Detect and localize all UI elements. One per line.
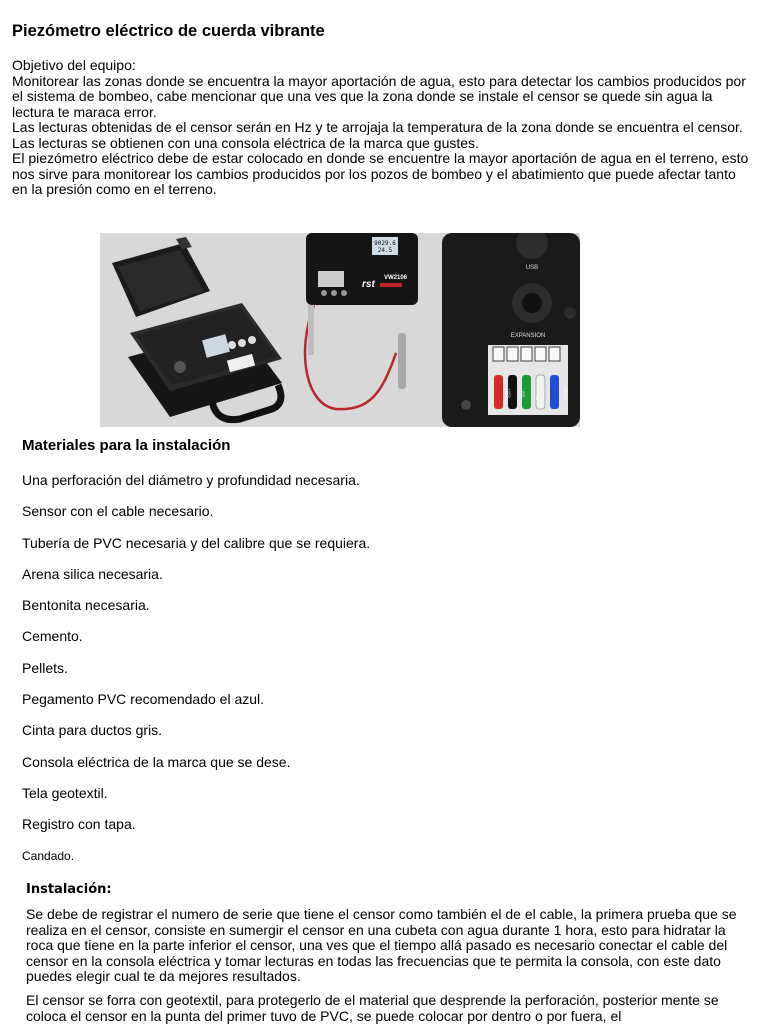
list-item: Consola eléctrica de la marca que se dese. [22, 753, 291, 770]
list-item: Cemento. [22, 628, 83, 645]
intro-line: Objetivo del equipo: [12, 57, 136, 73]
terminal-label: Therm - [549, 386, 554, 400]
brand-logo: rst [362, 279, 375, 290]
terminal-panel [442, 233, 580, 427]
list-item: Una perforación del diámetro y profundidad necesaria. [22, 472, 360, 488]
intro-line: Monitorear las zonas donde se encuentra la mayor aportación de agua, esto para detectar los cambios producidos por el sistema de bombeo, cabe mencionar que una ves que la zona donde se instale el censor se quede sin agua la lectura te maraca error. [12, 72, 746, 120]
intro-section [12, 58, 752, 198]
terminal-label: Shield [563, 388, 568, 398]
terminal-label: Therm + [535, 386, 540, 400]
usb-port-label: USB [525, 265, 539, 271]
list-item: Bentonita necesaria. [22, 597, 150, 614]
list-item: Pellets. [22, 659, 68, 676]
terminal-label: Coil - [521, 388, 526, 398]
list-item: Tubería de PVC necesaria y del calibre que se requiera. [22, 534, 371, 551]
list-item: Registro con tapa. [22, 816, 136, 833]
page-title: Piezómetro eléctrico de cuerda vibrante [12, 22, 325, 40]
intro-line: Las lecturas se obtienen con una consola eléctrica de la marca que gustes. [12, 134, 479, 151]
intro-line: El piezómetro eléctrico debe de estar colocado en donde se encuentre la mayor aportación de agua en el terreno, esto nos sirve para monitorear los cambios producidos por los pozos de bombeo y el abatimiento que puede afectar tanto en la presión como en el terreno. [12, 150, 749, 197]
equipment-photo [100, 233, 580, 427]
list-item: Pegamento PVC recomendado el azul. [22, 691, 265, 708]
terminal-coil-plus [494, 375, 503, 409]
display-readout: 9029.6 [374, 240, 396, 247]
list-item: Tela geotextil. [22, 784, 108, 801]
model-label: VW2106 [384, 275, 408, 281]
list-item: Candado. [22, 848, 75, 863]
paragraph: El censor se forra con geotextil, para protegerlo de el material que desprende la perforación, posterior mente se coloca el censor en la punta del primer tuvo de PVC, se puede colocar por dentro o por fuera, el [26, 991, 719, 1024]
materials-list [22, 470, 370, 877]
expansion-port-label: EXPANSION [510, 333, 546, 339]
paragraph: Se debe de registrar el numero de serie que tiene el censor como también el de el cable, la primera prueba que se realiza en el censor, consiste en sumergir el censor en una cubeta con agua durante 1 hora, esto para hidratar la roca que tiene en la parte inferior el censor, una ves que el tiempo allá pasado es necesario conectar el cable del censor en la consola eléctrica y tomar lecturas en todas las frecuencias que te permita la consola, con este dato puedes elegir cual te da mejores resultados. [26, 906, 737, 985]
list-item: Cinta para ductos gris. [22, 722, 163, 739]
materials-heading: Materiales para la instalación [22, 437, 231, 454]
installation-body [26, 907, 746, 1032]
display-readout: 24.5 [377, 247, 393, 254]
list-item: Sensor con el cable necesario. [22, 503, 214, 520]
installation-heading: Instalación: [26, 882, 112, 897]
list-item: Arena silica necesaria. [22, 565, 163, 582]
terminal-label: Coil + [507, 388, 512, 398]
intro-line: Las lecturas obtenidas de el censor serán en Hz y te arrojaja la temperatura de la zona donde se encuentra el censor. [12, 119, 743, 135]
